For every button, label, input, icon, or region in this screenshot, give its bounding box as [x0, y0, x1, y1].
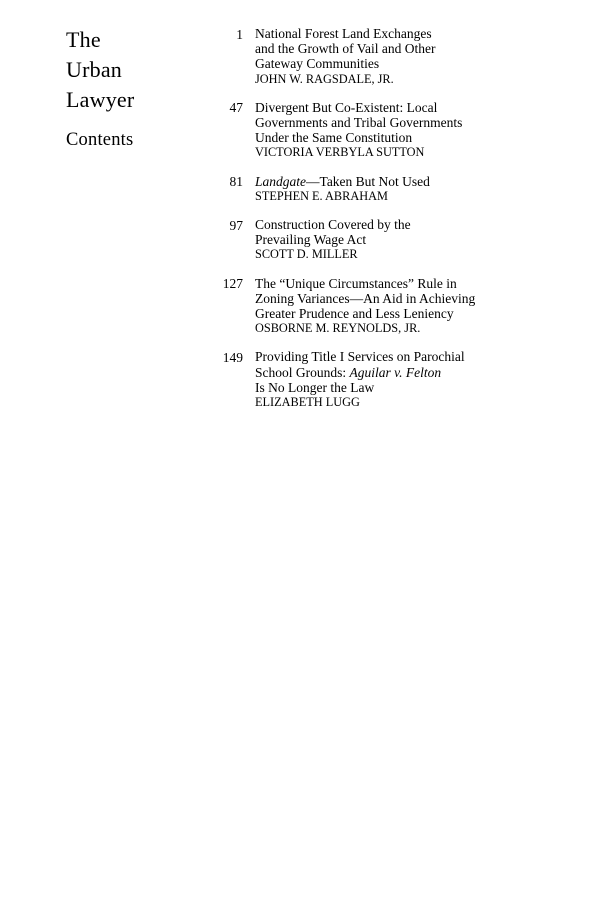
toc-entry-body: [243, 100, 535, 161]
toc-entry-page-number: 97: [229, 217, 243, 233]
toc-entry-title-line: Prevailing Wage Act: [255, 232, 367, 248]
contents-heading: Contents: [66, 130, 134, 150]
toc-entry-title-line: Construction Covered by the: [255, 217, 411, 233]
toc-entry-author: OSBORNE M. REYNOLDS, JR.: [255, 321, 421, 336]
toc-entry-title-line: Is No Longer the Law: [255, 379, 375, 395]
toc-entry-title-line: Under the Same Constitution: [255, 130, 413, 146]
journal-title-line-2: Urban: [66, 57, 122, 82]
toc-entry[interactable]: [205, 100, 535, 161]
toc-entry-title-line: Zoning Variances—An Aid in Achieving: [255, 290, 476, 306]
toc-entry-body: [243, 349, 535, 410]
toc-entry-title-line: Gateway Communities: [255, 56, 380, 72]
toc-entry[interactable]: [205, 174, 535, 204]
toc-entry-title-line: National Forest Land Exchanges: [255, 26, 432, 41]
toc-entry-author: JOHN W. RAGSDALE, JR.: [255, 71, 394, 86]
table-of-contents-list: [205, 26, 535, 410]
toc-entry[interactable]: [205, 217, 535, 263]
toc-entry-page-number: 47: [229, 100, 243, 116]
toc-entry-title-line: Landgate—Taken But Not Used: [255, 173, 430, 189]
toc-entry-title-line: Providing Title I Services on Parochial: [255, 349, 465, 365]
journal-title-line-1: The: [66, 27, 101, 52]
toc-entry[interactable]: [205, 26, 535, 87]
toc-entry-page-number: 1: [236, 26, 243, 42]
toc-entry-title-line: The “Unique Circumstances” Rule in: [255, 275, 457, 291]
toc-entry-author: VICTORIA VERBYLA SUTTON: [255, 145, 425, 160]
toc-entry[interactable]: [205, 349, 535, 410]
journal-title-line-3: Lawyer: [66, 87, 135, 112]
toc-entry[interactable]: [205, 276, 535, 337]
toc-entry-page-number: 81: [229, 174, 243, 190]
toc-entry-page-number: 149: [222, 349, 243, 365]
toc-entry-title-line: School Grounds: Aguilar v. Felton: [255, 364, 442, 380]
toc-entry-title-line: and the Growth of Vail and Other: [255, 41, 436, 57]
toc-entry-author: STEPHEN E. ABRAHAM: [255, 188, 388, 203]
toc-entry-body: [243, 174, 535, 204]
toc-entry-body: [243, 26, 535, 87]
journal-masthead: [66, 25, 206, 115]
toc-entry-body: [243, 217, 535, 263]
toc-entry-author: SCOTT D. MILLER: [255, 247, 358, 262]
toc-entry-author: ELIZABETH LUGG: [255, 395, 360, 410]
toc-entry-page-number: 127: [222, 276, 243, 292]
toc-entry-title-line: Greater Prudence and Less Leniency: [255, 306, 454, 322]
toc-entry-title-line: Governments and Tribal Governments: [255, 115, 463, 131]
toc-entry-title-line: Divergent But Co-Existent: Local: [255, 99, 438, 115]
toc-entry-body: [243, 276, 535, 337]
